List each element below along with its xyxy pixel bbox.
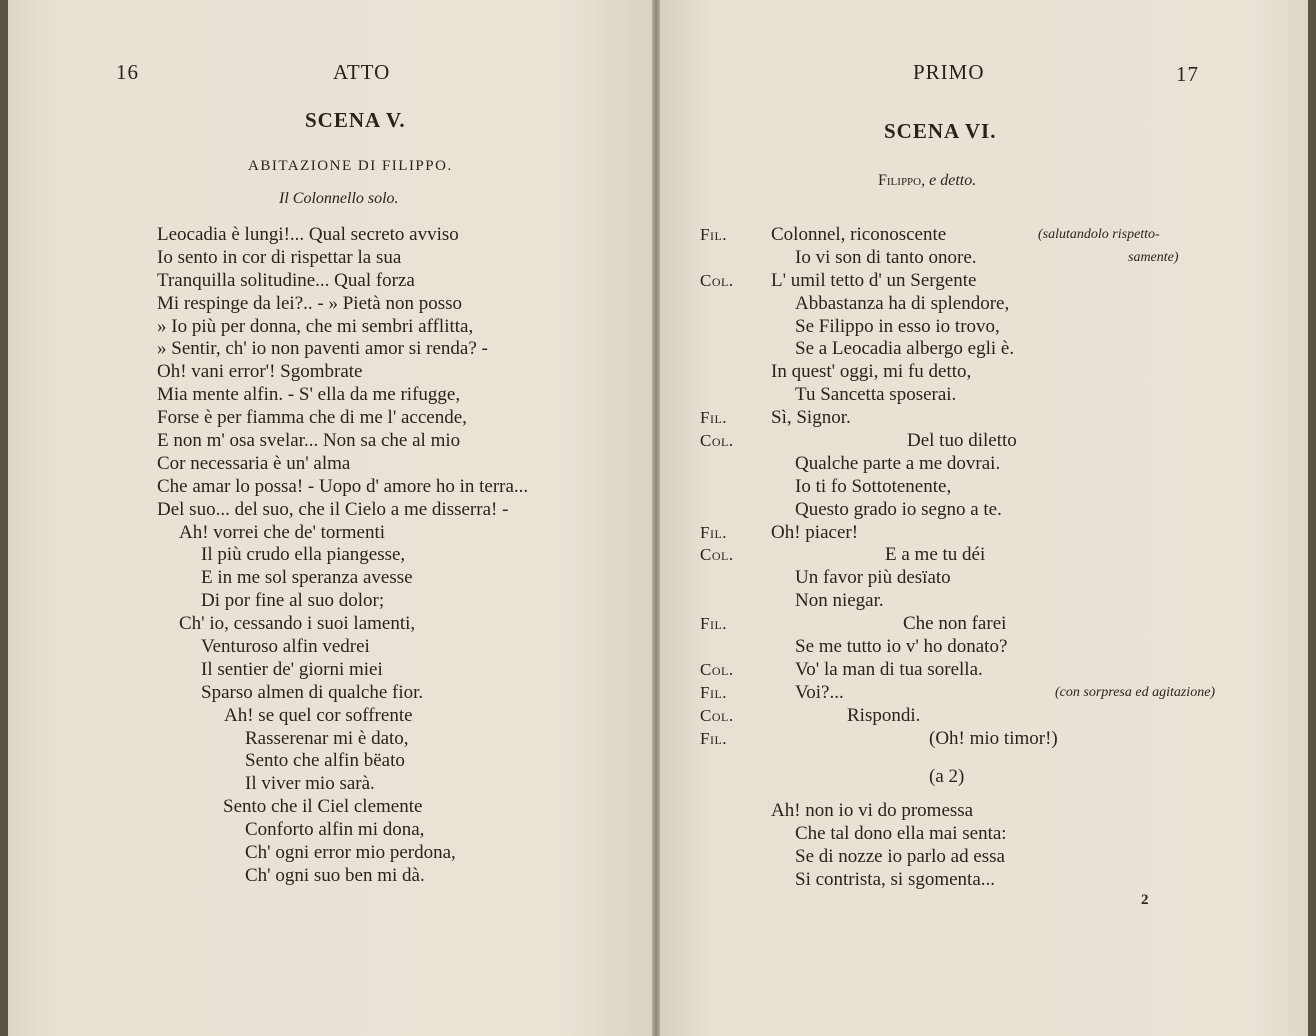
left-page-number: 16 [116, 60, 139, 84]
dialogue-row [700, 293, 1220, 316]
dialogue-rows [700, 224, 1220, 750]
verse-line: Ch' io, cessando i suoi lamenti, [179, 613, 416, 635]
stage-direction-name: Filippo, [878, 172, 926, 189]
dialogue-row [700, 728, 1220, 751]
verse-line: Se di nozze io parlo ad essa [795, 845, 1005, 867]
speaker-label: Fil. [700, 682, 728, 702]
dialogue-row [700, 567, 1220, 590]
dialogue-row [700, 430, 1220, 453]
dialogue-line: Colonnel, riconoscente [771, 224, 947, 245]
verse-line: Forse è per fiamma che di me l' accende, [157, 407, 467, 429]
verse-line: Leocadia è lungi!... Qual secreto avviso [157, 224, 459, 245]
speaker-label: Fil. [700, 728, 728, 748]
dialogue-line: Del tuo diletto [907, 430, 1017, 452]
dialogue-line: L' umil tetto d' un Sergente [771, 269, 977, 291]
left-location: ABITAZIONE DI FILIPPO. [248, 158, 453, 174]
stage-note: (salutandolo rispetto- [1038, 227, 1160, 242]
dialogue-line: Rispondi. [847, 704, 921, 726]
verse-line: Il viver mio sarà. [245, 773, 375, 795]
verse-line: Che tal dono ella mai senta: [795, 822, 1007, 844]
left-running-head: ATTO [333, 60, 391, 84]
dialogue-line: Io vi son di tanto onore. [795, 246, 977, 268]
dialogue-line: (Oh! mio timor!) [929, 727, 1058, 749]
stage-direction-rest: e detto. [929, 172, 977, 189]
verse-line: Rasserenar mi è dato, [245, 727, 409, 749]
dialogue-row [700, 338, 1220, 361]
verse-line: E in me sol speranza avesse [201, 567, 413, 589]
book-gutter [652, 0, 660, 1036]
left-verse-block [157, 224, 528, 888]
verse-line: Sparso almen di qualche fior. [201, 681, 424, 703]
dialogue-row [700, 224, 1220, 247]
verse-line: Venturoso alfin vedrei [201, 636, 370, 658]
dialogue-row [700, 590, 1220, 613]
dialogue-row [700, 407, 1220, 430]
dialogue-line: Che non farei [903, 613, 1007, 635]
left-stage-direction: Il Colonnello solo. [279, 190, 399, 207]
signature-mark: 2 [1141, 892, 1149, 908]
speaker-label: Col. [700, 270, 734, 290]
closing-verse-block [771, 800, 1007, 892]
dialogue-row [700, 247, 1220, 270]
dialogue-line: Non niegar. [795, 590, 884, 612]
dialogue-line: Voi?... [795, 681, 844, 703]
right-page-number: 17 [1176, 62, 1199, 86]
dialogue-line: E a me tu déi [885, 544, 986, 566]
verse-line: Sento che alfin bëato [245, 750, 405, 772]
dialogue-row [700, 705, 1220, 728]
verse-line: Oh! vani error'! Sgombrate [157, 361, 363, 383]
dialogue-row [700, 361, 1220, 384]
stage-note: (con sorpresa ed agitazione) [1055, 684, 1216, 700]
dialogue-line: Un favor più desïato [795, 567, 951, 589]
dialogue-row [700, 522, 1220, 545]
speaker-label: Col. [700, 545, 734, 565]
dialogue-line: In quest' oggi, mi fu detto, [771, 361, 972, 383]
a-due-marker: (a 2) [929, 766, 965, 787]
stage-note: samente) [1128, 249, 1179, 265]
verse-line: » Io più per donna, che mi sembri afflitta, [157, 315, 474, 337]
verse-line: Il più crudo ella piangesse, [201, 544, 406, 566]
dialogue-line: Abbastanza ha di splendore, [795, 292, 1010, 314]
dialogue-line: Vo' la man di tua sorella. [795, 658, 983, 680]
verse-line: » Sentir, ch' io non paventi amor si renda? - [157, 338, 488, 360]
dialogue-row [700, 316, 1220, 339]
dialogue-row [700, 453, 1220, 476]
speaker-label: Col. [700, 659, 734, 679]
right-stage-direction [878, 172, 976, 190]
dialogue-line: Sì, Signor. [771, 407, 851, 429]
verse-line: Tranquilla solitudine... Qual forza [157, 269, 415, 291]
dialogue-line: Se me tutto io v' ho donato? [795, 636, 1008, 658]
verse-line: Ah! vorrei che de' tormenti [179, 521, 386, 543]
speaker-label: Col. [700, 705, 734, 725]
dialogue-line: Questo grado io segno a te. [795, 498, 1002, 520]
dialogue-row [700, 613, 1220, 636]
verse-line: Ah! se quel cor soffrente [224, 704, 413, 726]
verse-line: Conforto alfin mi dona, [245, 819, 425, 841]
verse-line: Di por fine al suo dolor; [201, 590, 385, 612]
verse-line: Mia mente alfin. - S' ella da me rifugge, [157, 384, 461, 406]
dialogue-line: Tu Sancetta sposerai. [795, 384, 957, 406]
speaker-label: Fil. [700, 408, 728, 428]
dialogue-row [700, 659, 1220, 682]
verse-line: Si contrista, si sgomenta... [795, 868, 996, 890]
speaker-label: Fil. [700, 225, 728, 244]
verse-line: Io sento in cor di rispettar la sua [157, 246, 402, 268]
dialogue-row [700, 636, 1220, 659]
dialogue-row [700, 499, 1220, 522]
verse-line: Sento che il Ciel clemente [223, 796, 423, 818]
dialogue-line: Se Filippo in esso io trovo, [795, 315, 1000, 337]
speaker-label: Col. [700, 431, 734, 451]
speaker-label: Fil. [700, 522, 728, 542]
verse-line: Il sentier de' giorni miei [201, 658, 383, 680]
verse-line: Mi respinge da lei?.. - » Pietà non posso [157, 292, 463, 314]
verse-line: Del suo... del suo, che il Cielo a me disserra! - [157, 498, 509, 520]
dialogue-block [700, 224, 1220, 750]
verse-line: E non m' osa svelar... Non sa che al mio [157, 430, 461, 452]
dialogue-row [700, 544, 1220, 567]
dialogue-line: Se a Leocadia albergo egli è. [795, 338, 1015, 360]
verse-line: Ch' ogni error mio perdona, [245, 842, 456, 864]
left-scene-title: SCENA V. [305, 108, 406, 132]
dialogue-line: Qualche parte a me dovrai. [795, 452, 1001, 474]
dialogue-row [700, 476, 1220, 499]
dialogue-line: Io ti fo Sottotenente, [795, 475, 952, 497]
dialogue-line: Oh! piacer! [771, 521, 859, 543]
verse-line: Ah! non io vi do promessa [771, 800, 974, 821]
verse-line: Che amar lo possa! - Uopo d' amore ho in terra... [157, 475, 529, 497]
dialogue-row [700, 682, 1220, 705]
right-scene-title: SCENA VI. [884, 119, 997, 143]
right-running-head: PRIMO [913, 60, 985, 84]
dialogue-row [700, 384, 1220, 407]
verse-line: Cor necessaria è un' alma [157, 452, 351, 474]
verse-line: Ch' ogni suo ben mi dà. [245, 864, 425, 886]
speaker-label: Fil. [700, 614, 728, 634]
dialogue-row [700, 270, 1220, 293]
